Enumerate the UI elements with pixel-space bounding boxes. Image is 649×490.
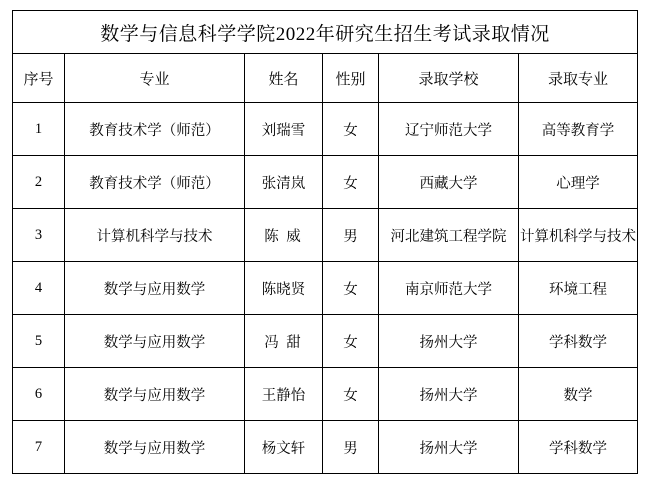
table-row: [13, 209, 638, 262]
cell-school: 扬州大学: [379, 315, 519, 368]
table-row: [13, 421, 638, 474]
cell-index: 6: [13, 368, 65, 421]
cell-major: 教育技术学（师范）: [65, 103, 245, 156]
document-title: 数学与信息科学学院2022年研究生招生考试录取情况: [13, 11, 638, 54]
table-row: [13, 368, 638, 421]
table-row: [13, 262, 638, 315]
cell-name: 陈 威: [245, 209, 323, 262]
table-title-row: [13, 11, 638, 54]
cell-sex: 男: [323, 209, 379, 262]
cell-sex: 女: [323, 262, 379, 315]
column-header-program: 录取专业: [519, 54, 638, 103]
cell-program: 学科数学: [519, 421, 638, 474]
cell-index: 1: [13, 103, 65, 156]
cell-name: 王静怡: [245, 368, 323, 421]
table-row: [13, 156, 638, 209]
cell-sex: 男: [323, 421, 379, 474]
cell-index: 7: [13, 421, 65, 474]
cell-index: 5: [13, 315, 65, 368]
cell-name: 陈晓贤: [245, 262, 323, 315]
cell-sex: 女: [323, 315, 379, 368]
admission-table: [12, 10, 638, 474]
column-header-school: 录取学校: [379, 54, 519, 103]
cell-school: 河北建筑工程学院: [379, 209, 519, 262]
cell-sex: 女: [323, 103, 379, 156]
cell-program: 数学: [519, 368, 638, 421]
cell-program: 计算机科学与技术: [519, 209, 638, 262]
cell-index: 4: [13, 262, 65, 315]
cell-program: 学科数学: [519, 315, 638, 368]
cell-school: 扬州大学: [379, 421, 519, 474]
cell-name: 刘瑞雪: [245, 103, 323, 156]
cell-major: 计算机科学与技术: [65, 209, 245, 262]
cell-name: 冯 甜: [245, 315, 323, 368]
cell-school: 西藏大学: [379, 156, 519, 209]
table-header-row: [13, 54, 638, 103]
cell-school: 南京师范大学: [379, 262, 519, 315]
cell-name: 杨文轩: [245, 421, 323, 474]
table-row: [13, 103, 638, 156]
cell-name: 张清岚: [245, 156, 323, 209]
column-header-sex: 性别: [323, 54, 379, 103]
cell-major: 数学与应用数学: [65, 368, 245, 421]
cell-school: 辽宁师范大学: [379, 103, 519, 156]
table-row: [13, 315, 638, 368]
cell-major: 教育技术学（师范）: [65, 156, 245, 209]
cell-sex: 女: [323, 156, 379, 209]
column-header-index: 序号: [13, 54, 65, 103]
cell-program: 环境工程: [519, 262, 638, 315]
column-header-major: 专业: [65, 54, 245, 103]
cell-program: 心理学: [519, 156, 638, 209]
cell-sex: 女: [323, 368, 379, 421]
cell-school: 扬州大学: [379, 368, 519, 421]
cell-index: 3: [13, 209, 65, 262]
column-header-name: 姓名: [245, 54, 323, 103]
cell-major: 数学与应用数学: [65, 421, 245, 474]
cell-program: 高等教育学: [519, 103, 638, 156]
cell-index: 2: [13, 156, 65, 209]
cell-major: 数学与应用数学: [65, 262, 245, 315]
cell-major: 数学与应用数学: [65, 315, 245, 368]
